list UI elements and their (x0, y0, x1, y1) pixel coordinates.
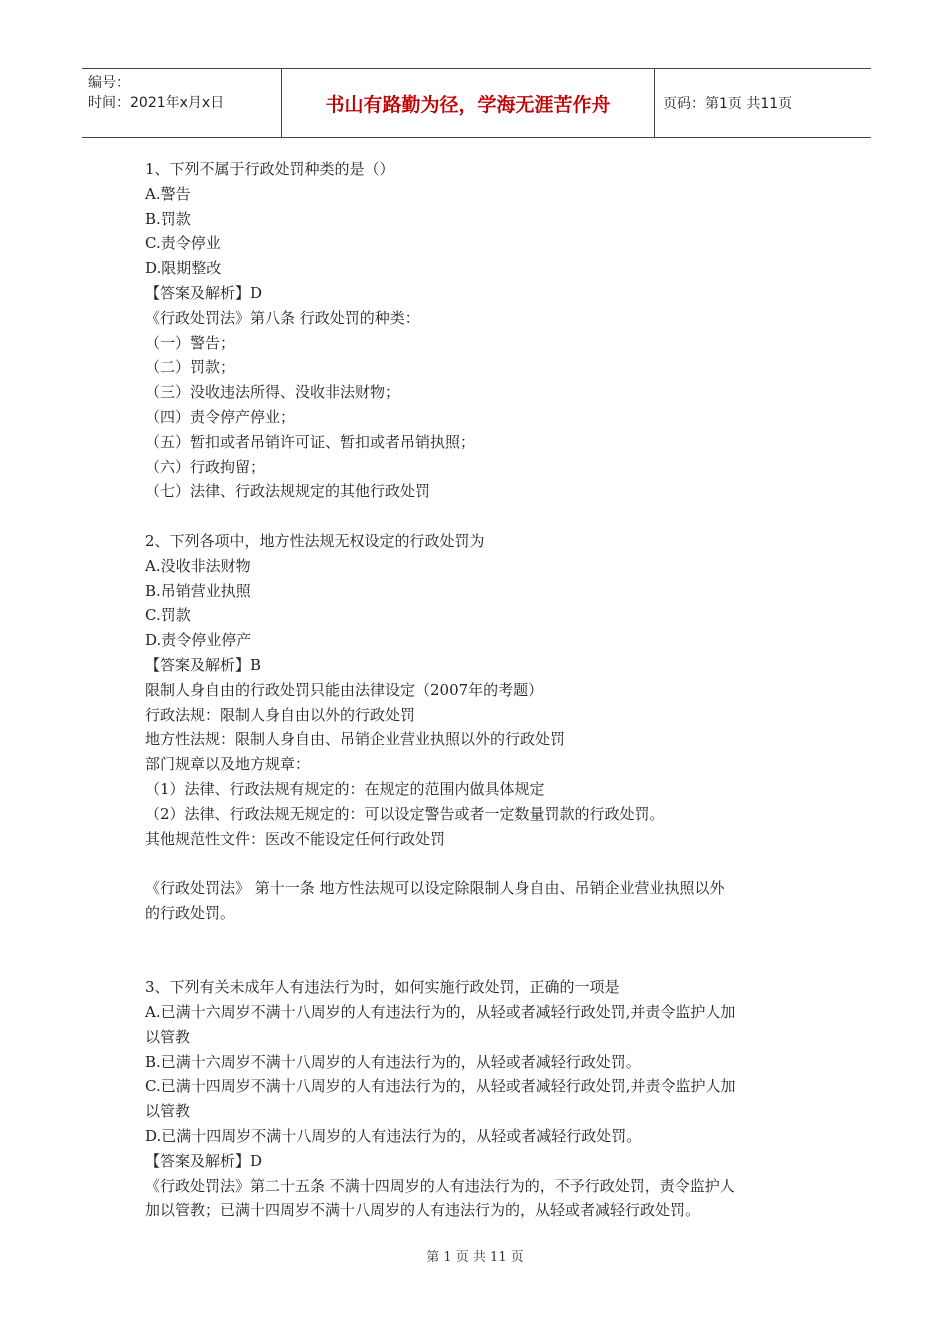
text-line: 其他规范性文件：医改不能设定任何行政处罚 (145, 829, 446, 848)
blank-line (145, 504, 810, 529)
text-line: （二）罚款； (145, 358, 236, 377)
text-line: A.没收非法财物 (145, 556, 251, 575)
text-line: 【答案及解析】B (145, 655, 262, 674)
document-body (145, 157, 810, 1223)
text-line: 以管教 (145, 1027, 191, 1046)
text-line: （四）责令停产停业； (145, 407, 296, 426)
text-line: C.责令停业 (145, 234, 221, 253)
text-line: B.罚款 (145, 209, 191, 228)
text-line: 【答案及解析】D (145, 283, 263, 302)
text-line: （六）行政拘留； (145, 457, 266, 476)
text-line: C.罚款 (145, 606, 191, 625)
header-page-info: 页码：第1页 共11页 (663, 96, 793, 112)
text-line: 行政法规：限制人身自由以外的行政处罚 (145, 705, 416, 724)
text-line: 地方性法规：限制人身自由、吊销企业营业执照以外的行政处罚 (145, 730, 566, 749)
document-number-label: 编号： (88, 75, 130, 91)
header-motto: 书山有路勤为径，学海无涯苦作舟 (282, 69, 655, 137)
text-line: 加以管教；已满十四周岁不满十八周岁的人有违法行为的，从轻或者减轻行政处罚。 (145, 1201, 701, 1220)
text-line: （2）法律、行政法规无规定的：可以设定警告或者一定数量罚款的行政处罚。 (145, 804, 665, 823)
text-line: （五）暂扣或者吊销许可证、暂扣或者吊销执照； (145, 432, 476, 451)
blank-line (145, 926, 810, 951)
text-line: C.已满十四周岁不满十八周岁的人有违法行为的，从轻或者减轻行政处罚,并责令监护人加 (145, 1077, 736, 1096)
text-line: （七）法律、行政法规规定的其他行政处罚 (145, 482, 431, 501)
text-line: D.责令停业停产 (145, 631, 252, 650)
text-line: 1、下列不属于行政处罚种类的是（） (145, 160, 395, 178)
text-line: 【答案及解析】D (145, 1151, 263, 1170)
blank-line (145, 951, 810, 976)
header-meta (82, 69, 282, 137)
text-line: B.已满十六周岁不满十八周岁的人有违法行为的，从轻或者减轻行政处罚。 (145, 1052, 641, 1071)
text-line: 2、下列各项中，地方性法规无权设定的行政处罚为 (145, 531, 485, 550)
text-line: 以管教 (145, 1102, 191, 1121)
text-line: （1）法律、行政法规有规定的：在规定的范围内做具体规定 (145, 779, 545, 798)
page-footer: 第 1 页 共 11 页 (426, 1250, 524, 1265)
text-line: B.吊销营业执照 (145, 581, 251, 600)
text-line: 《行政处罚法》第八条 行政处罚的种类： (145, 308, 420, 327)
text-line: 部门规章以及地方规章： (145, 755, 311, 774)
text-line: D.已满十四周岁不满十八周岁的人有违法行为的，从轻或者减轻行政处罚。 (145, 1127, 642, 1146)
page-header (82, 68, 871, 138)
text-line: 《行政处罚法》 第十一条 地方性法规可以设定除限制人身自由、吊销企业营业执照以外 (145, 879, 725, 898)
text-line: （一）警告； (145, 333, 236, 352)
blank-line (145, 851, 810, 876)
text-line: 《行政处罚法》第二十五条 不满十四周岁的人有违法行为的，不予行政处罚，责令监护人 (145, 1176, 735, 1195)
text-line: A.警告 (145, 184, 191, 203)
text-line: 限制人身自由的行政处罚只能由法律设定（2007年的考题） (145, 680, 544, 699)
document-time-label: 时间：2021年x月x日 (88, 95, 225, 111)
text-line: （三）没收违法所得、没收非法财物； (145, 383, 401, 402)
text-line: A.已满十六周岁不满十八周岁的人有违法行为的，从轻或者减轻行政处罚,并责令监护人加 (145, 1003, 736, 1022)
text-line: D.限期整改 (145, 259, 222, 278)
text-line: 的行政处罚。 (145, 903, 236, 922)
text-line: 3、下列有关未成年人有违法行为时，如何实施行政处罚，正确的一项是 (145, 978, 620, 997)
